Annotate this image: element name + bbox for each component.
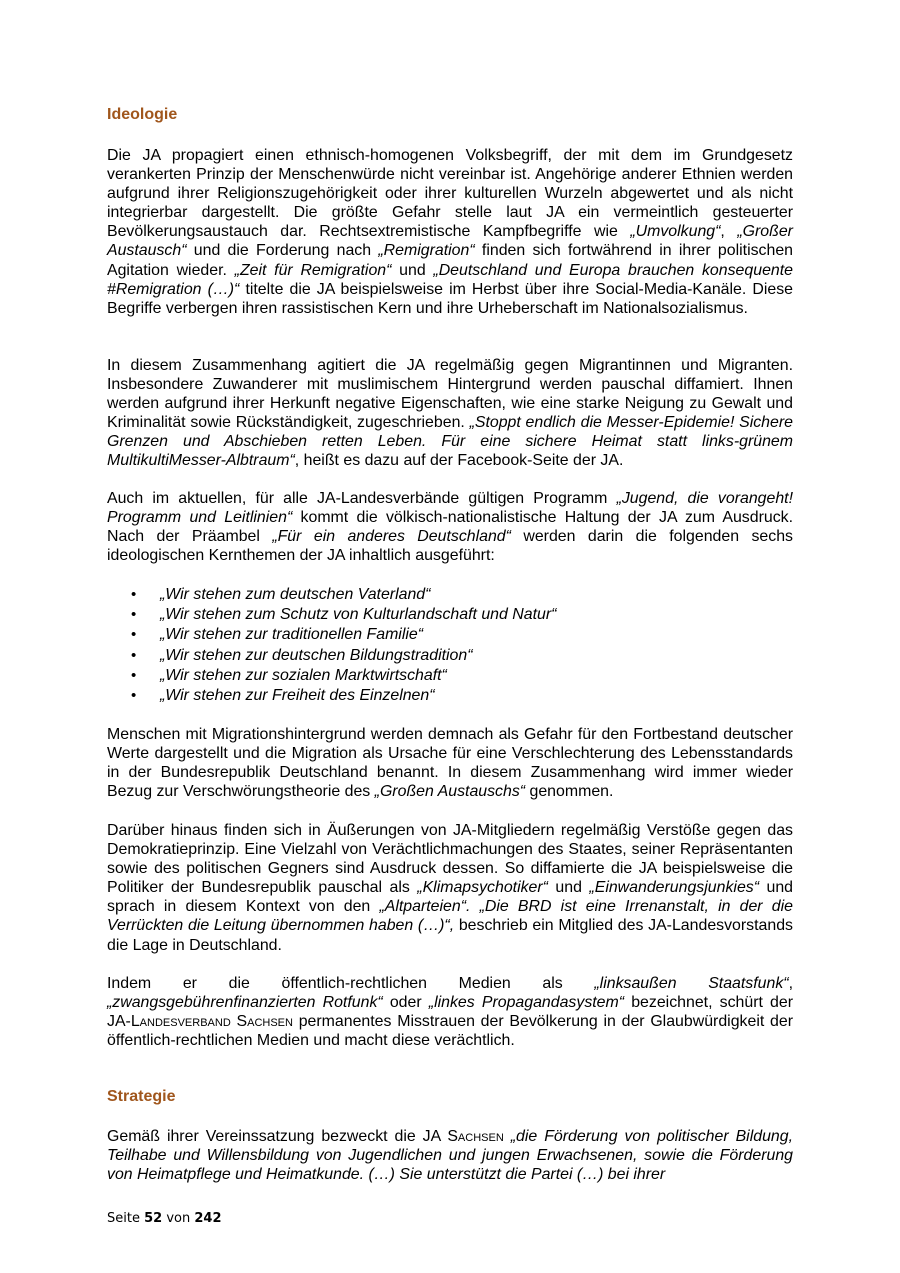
section-heading-strategie: Strategie xyxy=(107,1088,176,1105)
paragraph-programm: Auch im aktuellen, für alle JA-Landesverbände gültigen Programm „Jugend, die vorangeht! Programm und Leitlinien“ kommt die völkisch-nationalistische Haltung der JA zum Ausdruck. Nach der Präambel „Für ein anderes Deutschland“ werden darin die folgenden sechs ideologischen Kernthemen der JA inhaltlich ausgeführt: xyxy=(107,490,794,565)
list-item: • „Wir stehen zur deutschen Bildungstradition“ xyxy=(107,646,793,666)
paragraph-medien: Indem er die öffentlich-rechtlichen Medien als „linksaußen Staatsfunk“, „zwangsgebührenfinanzierten Rotfunk“ oder „linkes Propagandasystem“ bezeichnet, schürt der JA-Landesverband Sachsen permanentes Misstrauen der Bevölkerung in der Glaubwürdigkeit der öffentlich-rechtlichen Medien und macht diese verächtlich. xyxy=(107,975,794,1050)
paragraph-demokratieprinzip: Darüber hinaus finden sich in Äußerungen von JA-Mitgliedern regelmäßig Verstöße gegen das Demokratieprinzip. Eine Vielzahl von Verächtlichmachungen des Staates, seiner Repräsentanten sowie des politischen Gegners sind Ausdruck dessen. So diffamierte die JA beispielsweise die Politiker der Bundesrepublik pauschal als „Klimapsychotiker“ und „Einwanderungsjunkies“ und sprach in diesem Kontext von den „Altparteien“. „Die BRD ist eine Irrenanstalt, in der die Verrückten die Leitung übernommen haben (…)“, beschrieb ein Mitglied des JA-Landesvorstands die Lage in Deutschland. xyxy=(107,822,793,954)
page-number-footer: Seite 52 von 242 xyxy=(107,1211,222,1226)
paragraph-volksbegriff: Die JA propagiert einen ethnisch-homogenen Volksbegriff, der mit dem im Grundgesetz verankerten Prinzip der Menschenwürde nicht vereinbar ist. Angehörige anderer Ethnien werden aufgrund ihrer Religionszugehörigkeit oder ihrer kulturellen Wurzeln abgewertet und als nicht integrierbar dargestellt. Die größte Gefahr stelle laut JA ein vermeintlich gesteuerter Bevölkerungsaustauch dar. Rechtsextremistische Kampfbegriffe wie „Umvolkung“, „Großer Austausch“ und die Forderung nach „Remigration“ finden sich fortwährend in ihrer politischen Agitation wieder. „Zeit für Remigration“ und „Deutschland und Europa brauchen konsequente #Remigration (…)“ titelte die JA beispielsweise im Herbst über ihre Social-Media-Kanäle. Diese Begriffe verbergen ihren rassistischen Kern und ihre Urheberschaft im Nationalsozialismus. xyxy=(107,147,794,317)
list-item: • „Wir stehen zum Schutz von Kulturlandschaft und Natur“ xyxy=(107,605,793,625)
list-item: • „Wir stehen zur sozialen Marktwirtschaft“ xyxy=(107,666,793,686)
paragraph-migranten: In diesem Zusammenhang agitiert die JA regelmäßig gegen Migrantinnen und Migranten. Insbesondere Zuwanderer mit muslimischem Hintergrund werden pauschal diffamiert. Ihnen werden aufgrund ihrer Herkunft negative Eigenschaften, wie eine starke Neigung zu Gewalt und Kriminalität sowie Rückständigkeit, zugeschrieben. „Stoppt endlich die Messer-Epidemie! Sichere Grenzen und Abschieben retten Leben. Für eine sichere Heimat statt links-grünem MultikultiMesser-Albtraum“, heißt es dazu auf der Facebook-Seite der JA. xyxy=(107,357,793,470)
list-item: • „Wir stehen zur Freiheit des Einzelnen“ xyxy=(107,686,793,706)
list-item: • „Wir stehen zum deutschen Vaterland“ xyxy=(107,585,793,605)
kernthemen-list xyxy=(107,585,793,706)
paragraph-migrationshintergrund: Menschen mit Migrationshintergrund werden demnach als Gefahr für den Fortbestand deutscher Werte dargestellt und die Migration als Ursache für eine Verschlechterung des Lebensstandards in der Bundesrepublik Deutschland benannt. In diesem Zusammenhang wird immer wieder Bezug zur Verschwörungstheorie des „Großen Austauschs“ genommen. xyxy=(107,726,793,801)
section-heading-ideologie: Ideologie xyxy=(107,106,178,123)
paragraph-vereinssatzung: Gemäß ihrer Vereinssatzung bezweckt die JA Sachsen „die Förderung von politischer Bildung, Teilhabe und Willensbildung von Jugendlichen und jungen Erwachsenen, sowie die Förderung von Heimatpflege und Heimatkunde. (…) Sie unterstützt die Partei (…) bei ihrer xyxy=(107,1128,794,1184)
list-item: • „Wir stehen zur traditionellen Familie“ xyxy=(107,625,793,645)
